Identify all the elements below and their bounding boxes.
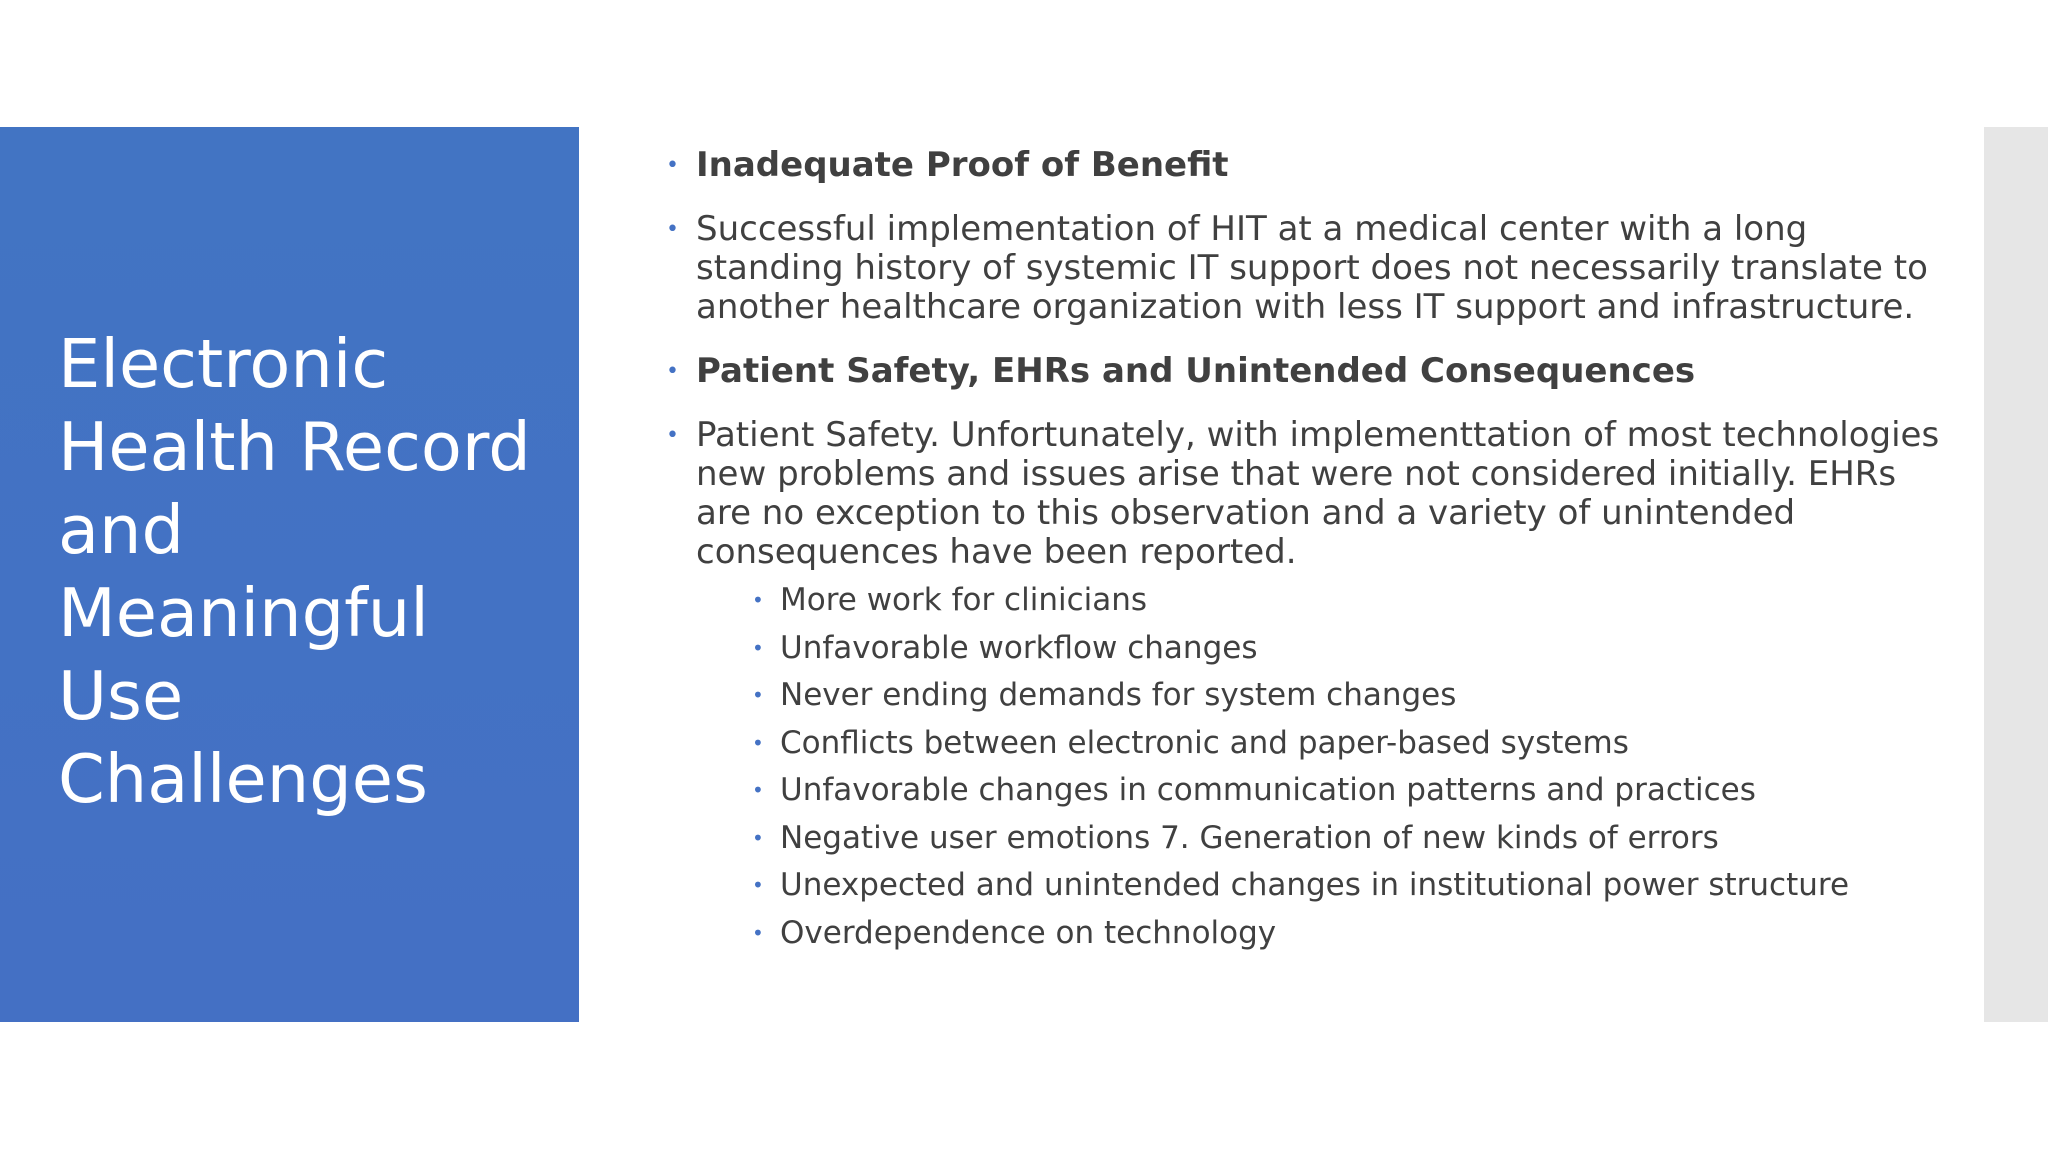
bullet-text: Patient Safety. Unfortunately, with implementtation of most technologies new problems and issues arise that were not considered initially. EHRs are no exception to this observation and a variety of unintended consequences have been reported. [696, 415, 1940, 572]
sub-bullet-text: Unexpected and unintended changes in institutional power structure [780, 867, 1850, 903]
sub-bullet-text: Conflicts between electronic and paper-based systems [780, 724, 1629, 761]
sub-bullet-item [752, 913, 1960, 953]
sub-bullet-text: Negative user emotions 7. Generation of new kinds of errors [780, 819, 1719, 856]
bullet-list [660, 146, 1960, 953]
sub-bullet-dot-icon: • [752, 730, 764, 755]
sub-bullet-dot-icon: • [752, 778, 764, 802]
sub-bullet-item [752, 628, 1960, 668]
sub-bullet-dot-icon: • [752, 635, 764, 660]
sub-bullet-item [752, 818, 1960, 858]
slide-content [660, 146, 1960, 978]
sub-bullet-dot-icon: • [752, 683, 764, 707]
bullet-text: Patient Safety, EHRs and Unintended Consequences [696, 351, 1696, 391]
right-accent-bar [1984, 127, 2048, 1022]
sub-bullet-text: Overdependence on technology [780, 914, 1277, 951]
bullet-item [660, 352, 1960, 391]
sub-bullet-list [696, 580, 1960, 953]
sub-bullet-text: Unfavorable changes in communication patterns and practices [780, 772, 1756, 808]
slide-title: Electronic Health Record and Meaningful Use Challenges [58, 325, 531, 818]
sub-bullet-text: More work for clinicians [780, 582, 1148, 618]
bullet-dot-icon: • [666, 217, 679, 242]
title-panel [0, 127, 579, 1022]
bullet-item [660, 210, 1960, 327]
sub-bullet-item [752, 770, 1960, 810]
sub-bullet-dot-icon: • [752, 588, 764, 612]
sub-bullet-dot-icon: • [752, 825, 764, 850]
sub-bullet-text: Never ending demands for system changes [780, 677, 1457, 713]
bullet-dot-icon: • [666, 423, 679, 448]
sub-bullet-dot-icon: • [752, 873, 764, 897]
sub-bullet-text: Unfavorable workflow changes [780, 629, 1258, 666]
sub-bullet-item [752, 723, 1960, 763]
sub-bullet-item [752, 580, 1960, 620]
bullet-item [660, 416, 1960, 953]
sub-bullet-item [752, 675, 1960, 715]
bullet-item [660, 146, 1960, 185]
sub-bullet-item [752, 865, 1960, 905]
bullet-text: Successful implementation of HIT at a medical center with a long standing history of systemic IT support does not necessarily translate to another healthcare organization with less IT support and infrastructure. [696, 209, 1928, 327]
bullet-dot-icon: • [666, 359, 679, 384]
bullet-text: Inadequate Proof of Benefit [696, 145, 1229, 185]
bullet-dot-icon: • [666, 153, 679, 178]
sub-bullet-dot-icon: • [752, 920, 764, 945]
